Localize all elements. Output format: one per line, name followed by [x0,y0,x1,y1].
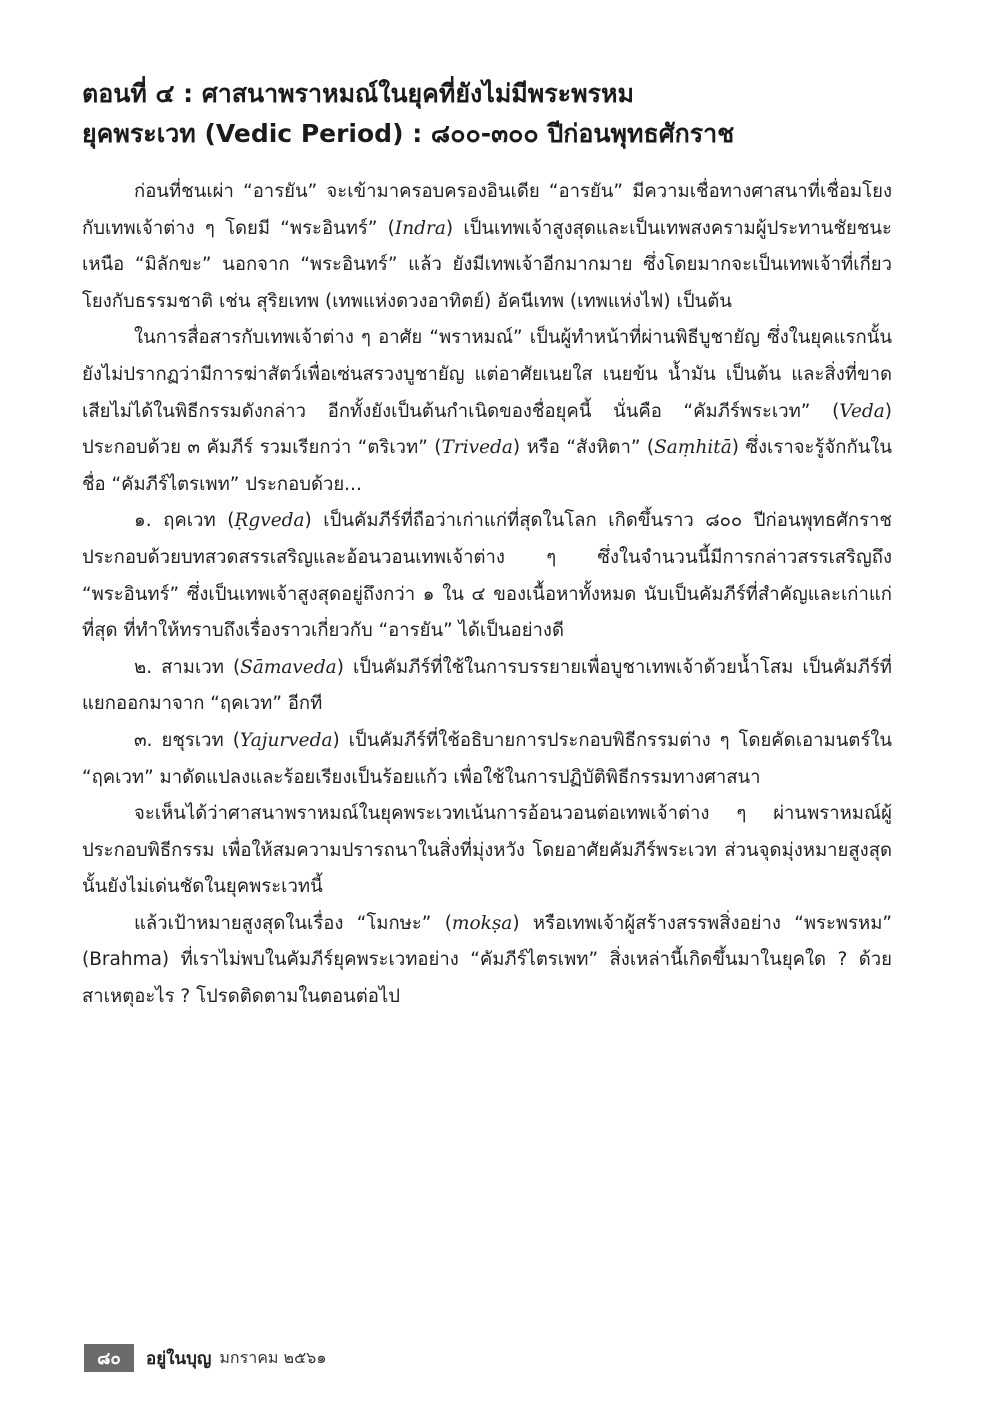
text-run: ๓. ยชุรเวท ( [134,729,240,751]
paragraph [82,906,892,1016]
italic-term: Sāmaveda [240,656,337,678]
text-run: จะเห็นได้ว่าศาสนาพราหมณ์ในยุคพระเวทเน้นการอ้อนวอนต่อเทพเจ้าต่าง ๆ ผ่านพราหมณ์ผู้ประกอบพิธีกรรม เพื่อให้สมความปรารถนาในสิ่งที่มุ่งหวัง โดยอาศัยคัมภีร์พระเวท ส่วนจุดมุ่งหมายสูงสุดนั้นยังไม่เด่นชัดในยุคพระเวทนี้ [82,803,892,898]
text-run: ๑. ฤคเวท ( [134,510,235,532]
text-run: ก่อนที่ชนเผ่า “อารยัน” จะเข้ามาครอบครองอินเดีย “อารยัน” มีความเชื่อทางศาสนาที่เชื่อมโยงกับเทพเจ้าต่าง ๆ โดยมี “พระอินทร์” ( [82,181,892,239]
text-run: ) เป็นเทพเจ้าสูงสุดและเป็นเทพสงครามผู้ประทานชัยชนะเหนือ “มิลักขะ” นอกจาก “พระอินทร์” แล้ว ยังมีเทพเจ้าอีกมากมาย ซึ่งโดยมากจะเป็นเทพเจ้าที่เกี่ยวโยงกับธรรมชาติ เช่น สุริยเทพ (เทพแห่งดวงอาทิตย์) อัคนีเทพ (เทพแห่งไฟ) เป็นต้น [82,217,892,312]
italic-term: Triveda [441,437,513,459]
italic-term: Indra [394,217,446,239]
text-run: ) ซึ่งเราจะรู้จักกันในชื่อ “คัมภีร์ไตรเพท” ประกอบด้วย... [82,437,892,495]
paragraph [82,650,892,723]
page-footer [84,1343,327,1373]
issue-date: มกราคม ๒๕๖๑ [219,1347,327,1367]
text-run: ๒. สามเวท ( [134,656,241,678]
heading-line-1: ตอนที่ ๔ : ศาสนาพราหมณ์ในยุคที่ยังไม่มีพระพรหม [82,79,634,108]
text-run: แล้วเป้าหมายสูงสุดในเรื่อง “โมกษะ” ( [134,912,452,934]
italic-term: mokṣa [451,912,513,934]
article-body [82,174,892,1016]
heading-line-2: ยุคพระเวท (Vedic Period) : ๘๐๐-๓๐๐ ปีก่อนพุทธศักราช [82,119,735,148]
text-run: ) เป็นคัมภีร์ที่ถือว่าเก่าแก่ที่สุดในโลก เกิดขึ้นราว ๘๐๐ ปีก่อนพุทธศักราช ประกอบด้วยบทสวดสรรเสริญและอ้อนวอนเทพเจ้าต่าง ๆ ซึ่งในจำนวนนี้มีการกล่าวสรรเสริญถึง “พระอินทร์” ซึ่งเป็นเทพเจ้าสูงสุดอยู่ถึงกว่า ๑ ใน ๔ ของเนื้อหาทั้งหมด นับเป็นคัมภีร์ที่สำคัญและเก่าแก่ที่สุด ที่ทำให้ทราบถึงเรื่องราวเกี่ยวกับ “อารยัน” ได้เป็นอย่างดี [82,510,892,642]
italic-term: Yajurveda [239,729,333,751]
text-run: ) เป็นคัมภีร์ที่ใช้อธิบายการประกอบพิธีกรรมต่าง ๆ โดยคัดเอามนตร์ใน “ฤคเวท” มาดัดแปลงและร้อยเรียงเป็นร้อยแก้ว เพื่อใช้ในการปฏิบัติพิธีกรรมทางศาสนา [82,729,892,788]
text-run: ) ประกอบด้วย ๓ คัมภีร์ รวมเรียกว่า “ตริเวท” ( [82,400,892,459]
text-run: ในการสื่อสารกับเทพเจ้าต่าง ๆ อาศัย “พราหมณ์” เป็นผู้ทำหน้าที่ผ่านพิธีบูชายัญ ซึ่งในยุคแรกนั้นยังไม่ปรากฏว่ามีการฆ่าสัตว์เพื่อเซ่นสรวงบูชายัญ แต่อาศัยเนยใส เนยข้น น้ำมัน เป็นต้น และสิ่งที่ขาดเสียไม่ได้ในพิธีกรรมดังกล่าว อีกทั้งยังเป็นต้นกำเนิดของชื่อยุคนี้ นั่นคือ “คัมภีร์พระเวท” ( [82,327,892,422]
text-run: ) เป็นคัมภีร์ที่ใช้ในการบรรยายเพื่อบูชาเทพเจ้าด้วยน้ำโสม เป็นคัมภีร์ที่แยกออกมาจาก “ฤคเวท” อีกที [82,656,892,715]
italic-term: Saṃhitā [654,437,732,459]
paragraph [82,174,892,320]
paragraph [82,503,892,649]
italic-term: Ṛgveda [234,510,305,532]
paragraph [82,796,892,906]
magazine-name: อยู่ในบุญ [146,1348,212,1369]
paragraph [82,723,892,796]
text-run: ) หรือเทพเจ้าผู้สร้างสรรพสิ่งอย่าง “พระพรหม” (Brahma) ที่เราไม่พบในคัมภีร์ยุคพระเวทอย่าง “คัมภีร์ไตรเพท” สิ่งเหล่านี้เกิดขึ้นมาในยุคใด ? ด้วยสาเหตุอะไร ? โปรดติดตามในตอนต่อไป [82,912,892,1008]
italic-term: Veda [839,400,885,422]
page-number-badge: ๘๐ [84,1344,134,1372]
text-run: ) หรือ “สังหิตา” ( [512,437,655,459]
article-heading [82,74,922,154]
paragraph [82,320,892,503]
